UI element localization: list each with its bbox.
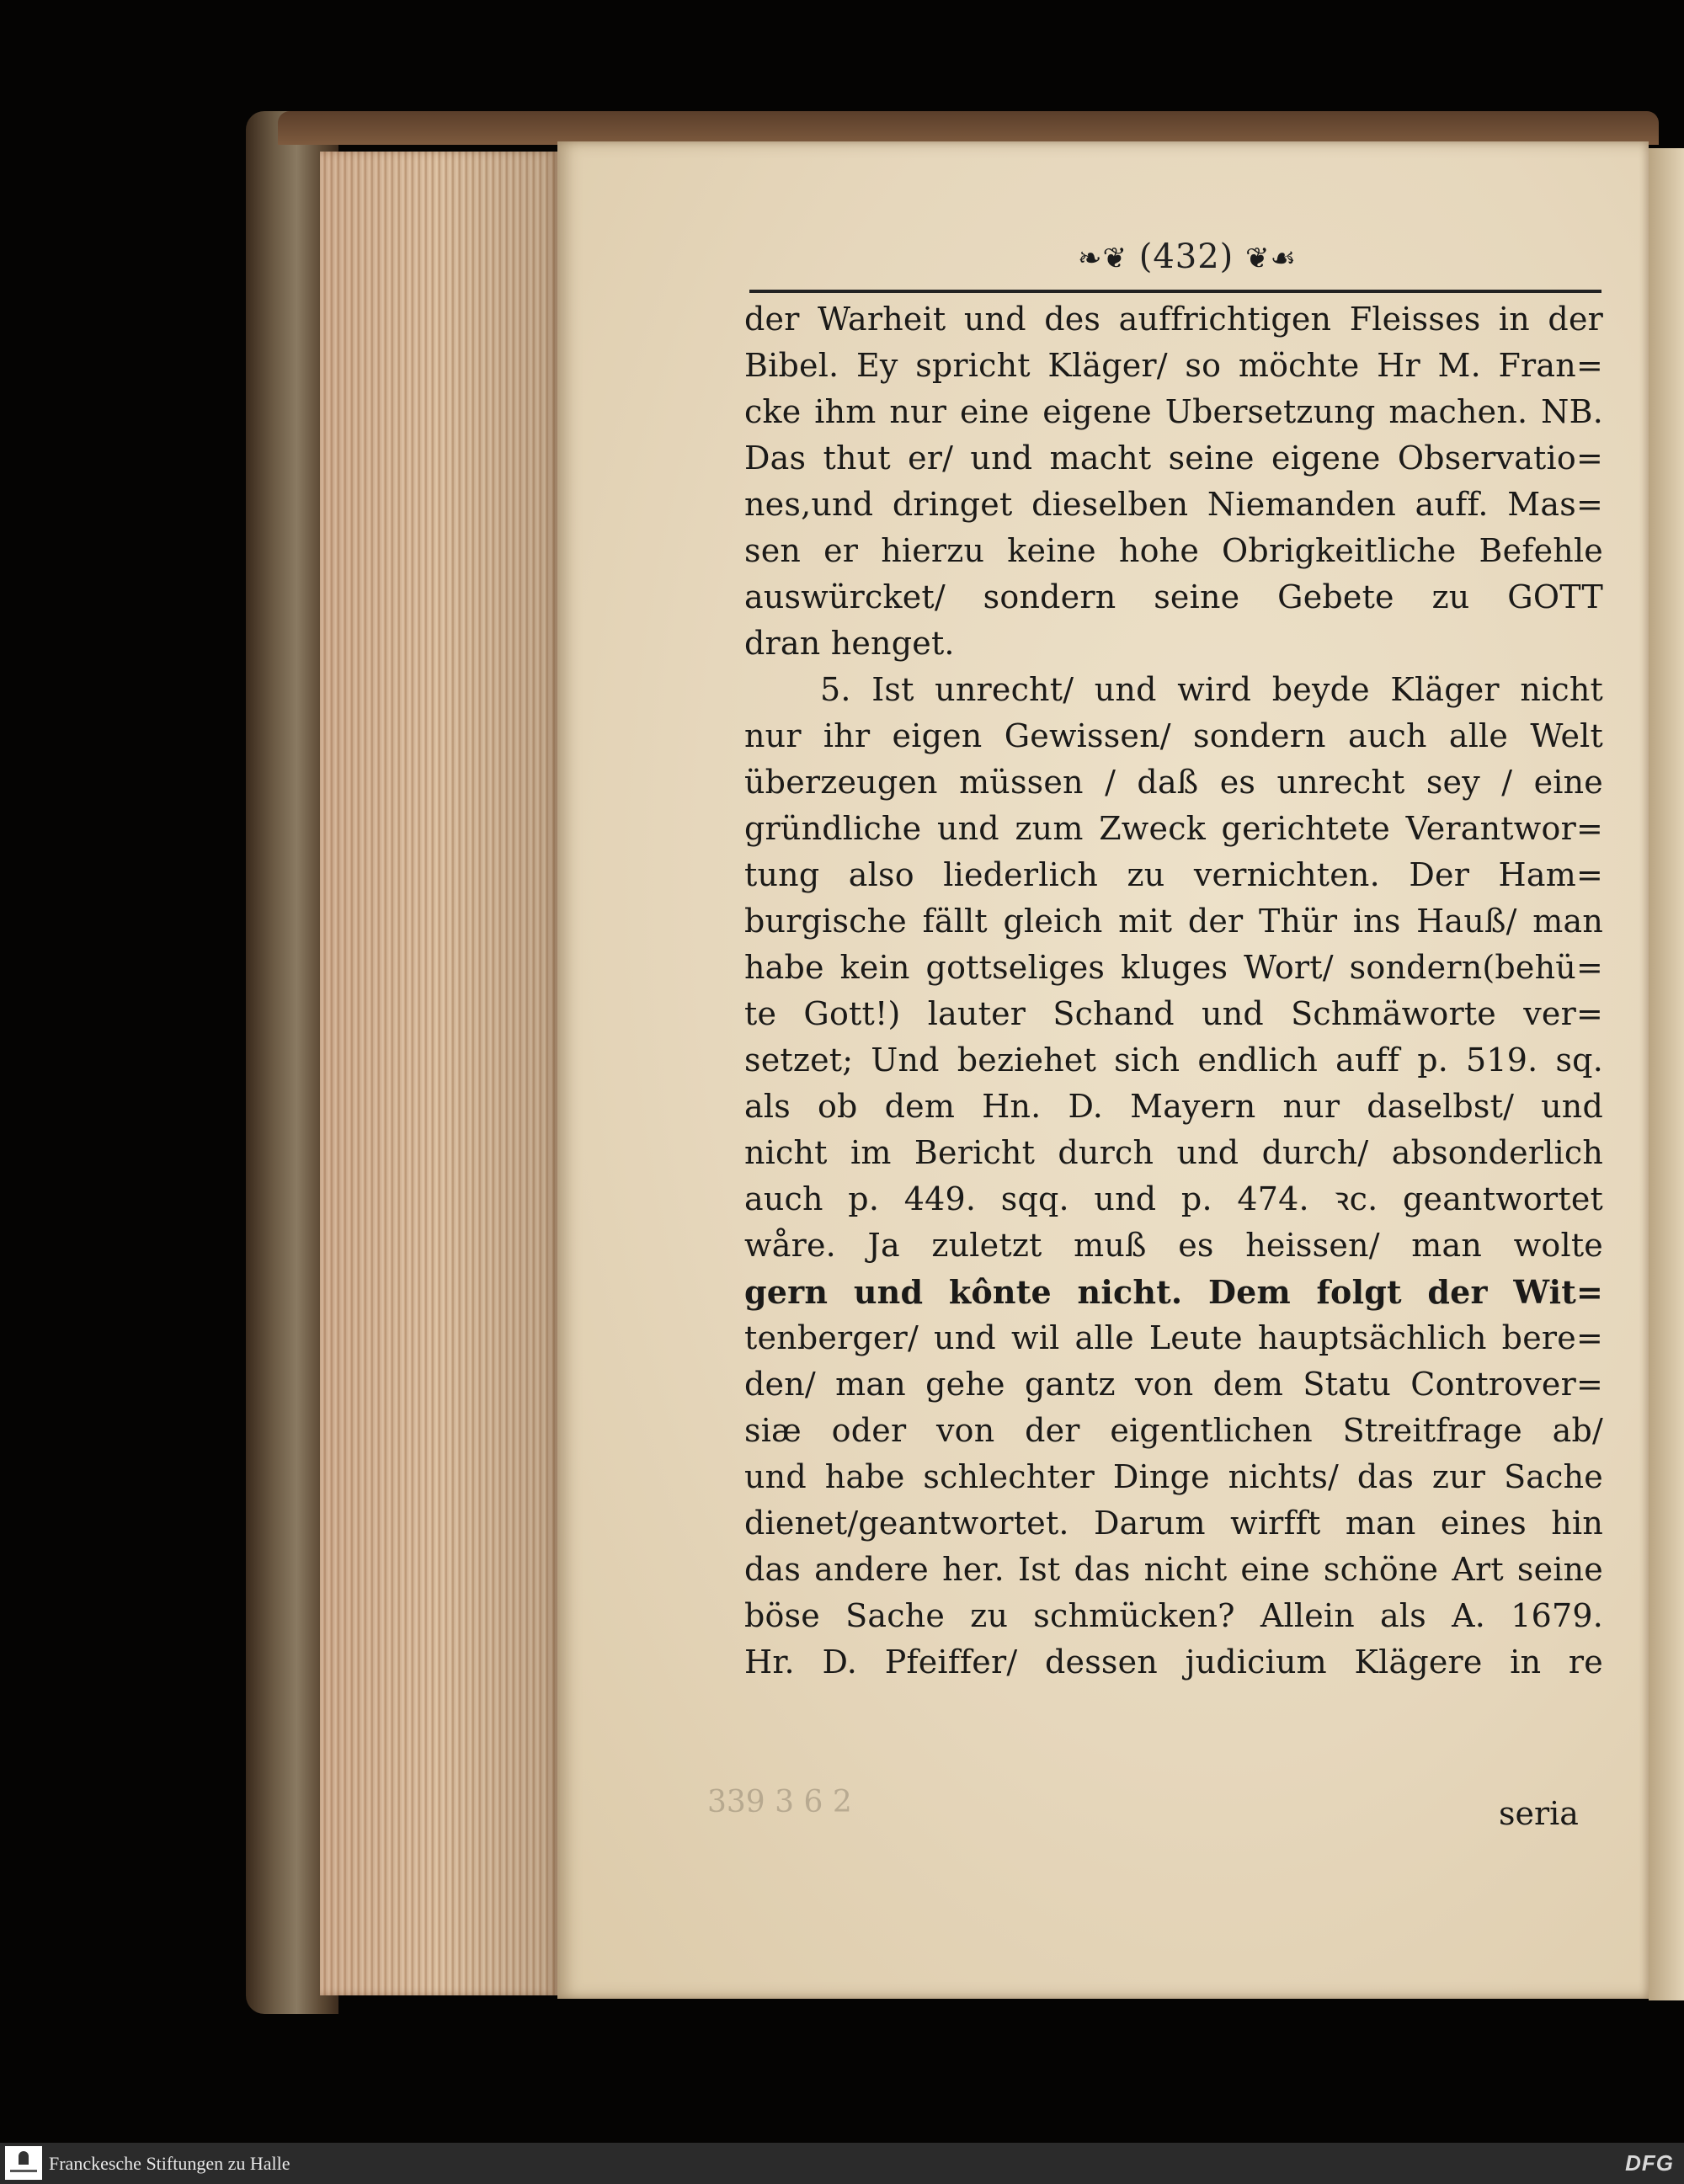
text-line: habe kein gottseliges kluges Wort/ sondern(behü= bbox=[744, 949, 1603, 986]
facing-page-edge bbox=[1649, 148, 1684, 2000]
catchword: seria bbox=[1499, 1795, 1579, 1832]
text-line: nes,und dringet dieselben Niemanden auff. Mas= bbox=[744, 486, 1603, 523]
footer-institution-label: Franckesche Stiftungen zu Halle bbox=[49, 2153, 290, 2174]
text-line: wåre. Ja zuletzt muß es heissen/ man wolte bbox=[744, 1227, 1603, 1264]
text-line: Das thut er/ und macht seine eigene Observatio= bbox=[744, 439, 1603, 477]
text-line: cke ihm nur eine eigene Ubersetzung machen. NB. bbox=[744, 393, 1603, 430]
text-line: überzeugen müssen / daß es unrecht sey / eine bbox=[744, 764, 1603, 801]
text-line: dran henget. bbox=[744, 625, 955, 662]
bleed-through-text: 339 3 6 2 bbox=[707, 1785, 852, 1819]
text-line: setzet; Und beziehet sich endlich auff p. 519. sq. bbox=[744, 1041, 1603, 1079]
text-line: Hr. D. Pfeiffer/ dessen judicium Klägere in re bbox=[744, 1643, 1603, 1681]
page-fore-edges bbox=[320, 152, 557, 1995]
text-line: und habe schlechter Dinge nichts/ das zur Sache bbox=[744, 1458, 1603, 1495]
body-text bbox=[744, 296, 1603, 1686]
text-line: böse Sache zu schmücken? Allein als A. 1679. bbox=[744, 1597, 1603, 1634]
ornament-left-icon: ❧❦ bbox=[1078, 242, 1127, 275]
text-line: auch p. 449. sqq. und p. 474. ꝛc. geantwortet bbox=[744, 1180, 1603, 1217]
text-line: nicht im Bericht durch und durch/ absonderlich bbox=[744, 1134, 1603, 1171]
text-line: nur ihr eigen Gewissen/ sondern auch alle Welt bbox=[744, 717, 1603, 754]
text-line: der Warheit und des auffrichtigen Fleisses in der bbox=[744, 301, 1603, 338]
text-line: dienet/geantwortet. Darum wirfft man eines hin bbox=[744, 1505, 1603, 1542]
text-line: das andere her. Ist das nicht eine schöne Art seine bbox=[744, 1551, 1603, 1588]
text-line: te Gott!) lauter Schand und Schmäworte ver= bbox=[744, 995, 1603, 1032]
text-line: Bibel. Ey spricht Kläger/ so möchte Hr M. Fran= bbox=[744, 347, 1603, 384]
text-line: siæ oder von der eigentlichen Streitfrage ab/ bbox=[744, 1412, 1603, 1449]
text-line: 5. Ist unrecht/ und wird beyde Kläger nicht bbox=[820, 671, 1603, 708]
footer-bar bbox=[0, 2143, 1684, 2184]
text-line: gründliche und zum Zweck gerichtete Verantwor= bbox=[744, 810, 1603, 847]
text-line: tenberger/ und wil alle Leute hauptsächlich bere= bbox=[744, 1319, 1603, 1356]
header-rule bbox=[749, 290, 1601, 293]
text-line: den/ man gehe gantz von dem Statu Controver= bbox=[744, 1366, 1603, 1403]
text-line: gern und kônte nicht. Dem folgt der Wit= bbox=[744, 1273, 1603, 1311]
text-line: burgische fällt gleich mit der Thür ins Hauß/ man bbox=[744, 903, 1603, 940]
dfg-logo: DFG bbox=[1625, 2150, 1674, 2176]
book-cover-top-edge bbox=[278, 111, 1659, 145]
text-line: auswürcket/ sondern seine Gebete zu GOTT bbox=[744, 578, 1603, 615]
running-head bbox=[1052, 237, 1322, 276]
text-line: als ob dem Hn. D. Mayern nur daselbst/ und bbox=[744, 1088, 1603, 1125]
text-line: tung also liederlich zu vernichten. Der Ham= bbox=[744, 856, 1603, 893]
ornament-right-icon: ❦☙ bbox=[1245, 242, 1297, 275]
text-line: sen er hierzu keine hohe Obrigkeitliche Befehle bbox=[744, 532, 1603, 569]
page-number: (432) bbox=[1138, 237, 1234, 276]
institution-logo-icon bbox=[5, 2146, 42, 2180]
